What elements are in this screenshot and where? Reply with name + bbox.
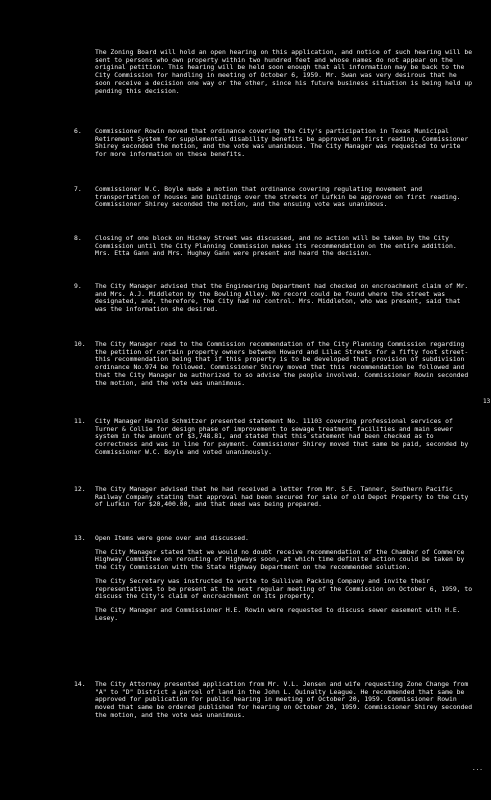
item-body <box>95 186 474 209</box>
item-paragraph: The City Manager advised that the Engineering Department had checked on encroachment claim of Mr. and Mrs. A.J. Middleton by the Bowling Alley. No record could be found where the street was designated, and, therefore, the City had no control. Mrs. Middleton, who was present, said that was the information she desired. <box>95 282 469 314</box>
item-paragraph: The City Attorney presented application from Mr. V.L. Jensen and wife requesting Zone Change from "A" to "D" District a parcel of land in the John L. Quinalty League. He recommended that same be approved for publication for public hearing in meeting of October 20, 1959. Commissioner Rowin moved that same be ordered published for hearing on October 20, 1959. Commissioner Shirey seconded the motion, and the vote was unanimous. <box>95 680 473 719</box>
item-number: 13. <box>74 534 86 542</box>
item-paragraph: The City Manager and Commissioner H.E. Rowin were requested to discuss sewer easement with H.E. Lesey. <box>95 605 461 622</box>
item-paragraph: The City Manager advised that he had received a letter from Mr. S.E. Tanner, Southern Pacific Railway Company stating that approval had been secured for sale of old Depot Property to the City of Lufkin for $20,400.00, and that deed was being prepared. <box>95 485 469 509</box>
item-body <box>95 341 474 387</box>
item-body <box>95 128 474 159</box>
item-paragraph: Closing of one block on Hickey Street was discussed, and no action will be taken by the City Commission until the City Planning Commission makes its recommendation on the entire addition. Mrs. Etta Gann and Mrs. Hughey Gann were present and heard the decision. <box>95 234 457 258</box>
item-number: 7. <box>74 185 82 193</box>
margin-mark: 13 <box>483 398 491 405</box>
intro-paragraph: The Zoning Board will hold an open hearing on this application, and notice of such hearing will be sent to persons who own property within two hundred feet and whose names do not appear on the original petition. This hearing will be held soon enough that all information may be back to the City Commission for handling in meeting of October 6, 1959. Mr. Swan was very desirous that he soon receive a decision one way or the other, since his future business situation is being held up pending this decision. <box>95 48 473 95</box>
item-number: 14. <box>74 680 86 688</box>
item-body <box>95 283 474 314</box>
item-number: 12. <box>74 485 86 493</box>
item-number: 11. <box>74 417 86 425</box>
item-paragraph: Commissioner Rowin moved that ordinance covering the City's participation in Texas Municipal Retirement System for supplemental disability benefits be approved on first reading. Commissioner Shirey seconded the motion, and the vote was unanimous. The City Manager was requested to write for more information on these benefits. <box>95 127 469 159</box>
item-body <box>95 535 474 622</box>
item-paragraph: The City Manager stated that we would no doubt receive recommendation of the Chamber of Commerce Highway Committee on rerouting of Highways soon, at which time definite action could be taken by the City Commission with the State Highway Department on the recommended solution. <box>95 547 465 572</box>
item-paragraph: The City Secretary was instructed to write to Sullivan Packing Company and invite their representatives to be present at the next regular meeting of the Commission on October 6, 1959, to discuss the City's claim of encroachment on its property. <box>95 576 473 601</box>
item-number: 10. <box>74 340 86 348</box>
item-number: 6. <box>74 127 82 135</box>
item-body <box>95 486 474 509</box>
item-number: 8. <box>74 234 82 242</box>
item-body <box>95 418 474 457</box>
item-body <box>95 235 474 258</box>
item-number: 9. <box>74 282 82 290</box>
item-paragraph: The City Manager read to the Commission recommendation of the City Planning Commission regarding the petition of certain property owners between Howard and Lilac Streets for a fifty foot street- this recommendation being that if this property is to be developed that provision of subdivision ordinance No.974 be followed. Commissioner Shirey moved that this recommendation be followed and that the City Manager be authorized to so advise the people involved. Commissioner Rowin seconded the motion, and the vote was unanimous. <box>95 340 469 387</box>
item-body <box>95 681 474 720</box>
item-paragraph: Commissioner W.C. Boyle made a motion that ordinance covering regulating movement and transportation of houses and buildings over the streets of Lufkin be approved on first reading. Commissioner Shirey seconded the motion, and the ensuing vote was unanimous. <box>95 185 461 209</box>
item-paragraph: City Manager Harold Schmitzer presented statement No. 11103 covering professional services of Turner & Collie for design phase of improvement to sewage treatment facilities and main sewer system in the amount of $3,748.81, and stated that this statement had been checked as to correctness and was in line for payment. Commissioner Shirey moved that same be paid, seconded by Commissioner W.C. Boyle and voted unanimously. <box>95 417 469 456</box>
corner-mark: ... <box>472 765 483 772</box>
item-paragraph: Open Items were gone over and discussed. <box>95 534 249 542</box>
